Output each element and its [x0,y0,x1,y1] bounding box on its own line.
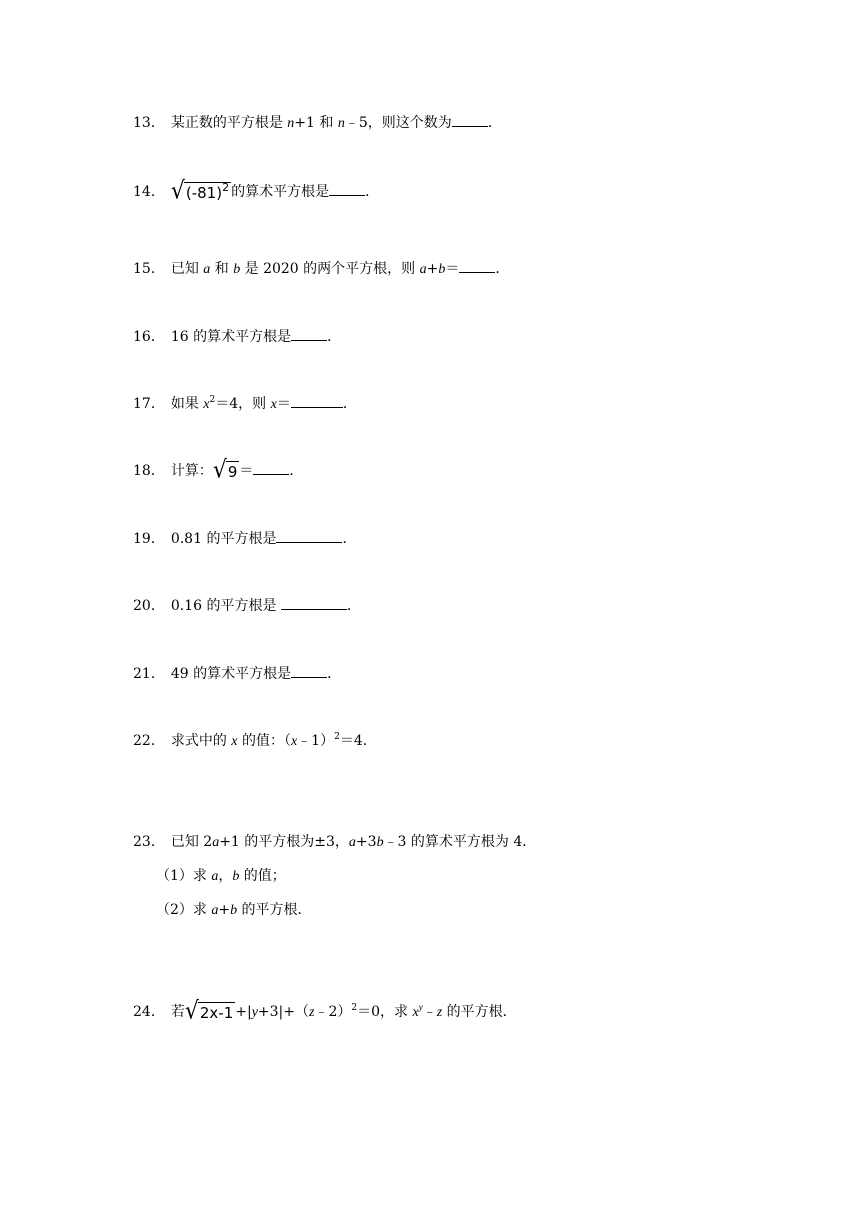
answer-blank[interactable] [276,528,342,543]
radical-sign-icon: √ [212,456,227,485]
answer-blank[interactable] [291,326,327,341]
question-number: 13． [133,115,165,131]
question-14: 14． √ $(-81)^2$ 的算术平方根是 ． [133,177,380,206]
square-root-expression: √ 9 [212,456,238,485]
question-number: 18． [133,463,165,479]
radical-sign-icon: √ [184,997,199,1026]
question-23: 23． 已知 2a+1 的平方根为±3，a+3b﹣3 的算术平方根为 4． [133,834,537,850]
question-15: 15． 已知 a 和 b 是 2020 的两个平方根，则 a+b＝ ． [133,258,509,280]
question-number: 21． [133,666,165,682]
question-number: 23． [133,834,165,850]
answer-blank[interactable] [329,181,365,196]
radical-sign-icon: √ [170,177,185,206]
question-number: 16． [133,329,165,345]
question-16: 16． 16 的算术平方根是 ． [133,326,341,347]
question-23-part-2: （2）求 a+b 的平方根． [156,902,312,918]
answer-blank[interactable] [452,112,488,127]
answer-blank[interactable] [291,393,343,408]
question-number: 15． [133,261,165,277]
question-13: 13． 某正数的平方根是 n+1 和 n﹣5，则这个数为 ． [133,112,502,134]
question-number: 22． [133,733,165,749]
question-21: 21． 49 的算术平方根是 ． [133,663,341,684]
square-root-expression: √ 2x-1 [184,997,234,1026]
question-24: 24． 若 √ 2x-1 +|y+3|+（z﹣2）$^2$＝0，求 $x^y﹣z$ 的平方根． [133,997,517,1026]
answer-blank[interactable] [281,595,347,610]
question-20: 20． 0.16 的平方根是 ． [133,595,361,616]
question-23-part-1: （1）求 a，b 的值； [156,868,286,884]
question-number: 19． [133,531,165,547]
answer-blank[interactable] [291,663,327,678]
question-22: 22． 求式中的 x 的值：（x﹣1）$^2$＝4． [133,732,377,749]
question-number: 20． [133,598,165,614]
answer-blank[interactable] [459,258,495,273]
question-number: 17． [133,396,165,412]
square-root-expression: √ $(-81)^2$ [170,177,230,206]
question-number: 24． [133,1004,165,1020]
question-number: 14． [133,184,165,200]
question-19: 19． 0.81 的平方根是 ． [133,528,356,549]
question-18: 18． 计算： √ 9 ＝ ． [133,456,304,485]
answer-blank[interactable] [253,460,289,475]
question-17: 17． 如果 $x^2=4$，则 x＝ ． [133,395,357,412]
